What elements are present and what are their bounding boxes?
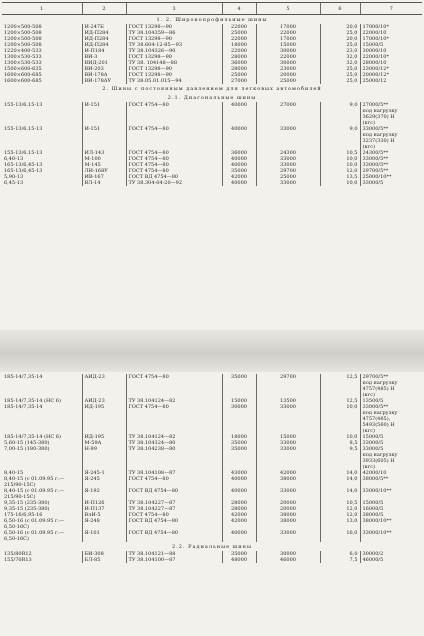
table-cell: ИД-П284: [82, 30, 126, 36]
table-cell: 33000/10**: [360, 488, 422, 500]
table-cell: 33000/5: [360, 180, 422, 186]
table-cell: 38000: [256, 476, 320, 488]
table-cell: ИЛ-143: [82, 150, 126, 156]
table-cell: 135/80R12: [4, 551, 32, 557]
table-cell: 1200×500-508: [4, 30, 42, 36]
table-cell: 29700: [256, 168, 320, 174]
table-cell: 22000: [256, 54, 320, 60]
table-cell: ТУ 38.104238—80: [126, 446, 222, 470]
table-cell: 22000: [222, 24, 256, 30]
table-cell: ТУ 38. 104148—88: [126, 60, 222, 66]
table-cell: 27000: [256, 102, 320, 126]
table-cell: 33000: [256, 162, 320, 168]
table-cell: 17000: [256, 36, 320, 42]
table-cell: 22000: [222, 48, 256, 54]
table-cell: ИД-195: [82, 404, 126, 434]
table-cell: 25000: [256, 78, 320, 84]
table-cell: 28000: [222, 500, 256, 506]
table-cell: ВИД-201: [82, 60, 126, 66]
table-row: [2, 404, 422, 434]
table-cell: 25000: [222, 30, 256, 36]
table-row: [2, 126, 422, 150]
table-cell: 33000/5**: [360, 156, 422, 162]
table-cell: 12,5: [320, 374, 360, 398]
table-row: [2, 446, 422, 470]
table-cell: ИВ-167: [82, 174, 126, 180]
table-cell: ГОСТ 13298—90: [126, 54, 222, 60]
table-cell: 25,0: [320, 78, 360, 84]
table-cell: 155-13/6,15-13: [4, 150, 43, 156]
section-heading: 1. 2. Широкопрофильные шины: [156, 17, 268, 23]
table-cell: 15000: [222, 398, 256, 404]
table-cell: М-100: [82, 156, 126, 162]
table-cell: ТУ 38.104324—80: [126, 440, 222, 446]
table-cell: ВИ-3: [82, 54, 126, 60]
table-cell: Я-245-1: [82, 470, 126, 476]
table-cell: Я-101: [82, 530, 126, 542]
table-cell: 155-13/6,15-13: [4, 126, 43, 132]
table-cell: 40000: [222, 156, 256, 162]
table-cell: 8,40-15: [4, 470, 24, 476]
table-cell: 30000/10: [360, 48, 422, 54]
table-cell: ВЛ-14: [82, 180, 126, 186]
table-cell: 22000/10: [360, 30, 422, 36]
table-cell: 29700: [256, 374, 320, 398]
table-cell: БЛ-85: [82, 557, 126, 563]
table-cell: 33000: [256, 440, 320, 446]
table-cell: 8,5: [320, 440, 360, 446]
table-cell: 35000: [222, 374, 256, 398]
table-cell: 30000: [256, 60, 320, 66]
table-cell: 28000/10: [360, 60, 422, 66]
table-cell: 25000/12: [360, 78, 422, 84]
table-cell: 1200×500-508: [4, 24, 42, 30]
table-cell: 30000: [222, 404, 256, 434]
table-cell: 6,50-16 (с 01.09.95 г.— 6,50-16С): [4, 518, 65, 530]
table-cell: 1200×500-508: [4, 42, 42, 48]
table-cell: 14,0: [320, 488, 360, 500]
table-row: [2, 374, 422, 398]
table-cell: 33000: [256, 126, 320, 150]
table-cell: 9,35-15 (235-380): [4, 500, 50, 506]
table-cell: 12,5: [320, 398, 360, 404]
table-cell: 35000: [222, 446, 256, 470]
table-cell: 42000: [222, 518, 256, 530]
table-cell: 38000: [256, 518, 320, 530]
column-header: 7: [360, 3, 422, 15]
table-cell: 20000: [256, 72, 320, 78]
table-cell: 13500: [256, 398, 320, 404]
table-cell: 33000/10**: [360, 530, 422, 542]
table-cell: 155-13/6,15-13: [4, 102, 43, 108]
table-cell: 29700/5** под нагрузку 4757(485) Н (кгс): [360, 374, 422, 398]
table-cell: 33000: [256, 180, 320, 186]
table-row: [2, 102, 422, 126]
table-cell: 20000/12*: [360, 72, 422, 78]
table-cell: ГОСТ ВД 4754—80: [126, 488, 222, 500]
table-cell: ТУ 38.104100—87: [126, 557, 222, 563]
table-cell: Н-89: [82, 446, 126, 470]
table-cell: ВИ-203: [82, 66, 126, 72]
table-cell: И-П184: [82, 48, 126, 54]
table-cell: 185-14/7,35-14: [4, 404, 43, 410]
table-cell: 28000: [222, 54, 256, 60]
table-cell: ТУ 38.104227—87: [126, 500, 222, 506]
table-cell: 42000/10: [360, 470, 422, 476]
table-cell: 38000/10**: [360, 518, 422, 530]
table-cell: 13500/5: [360, 398, 422, 404]
table-cell: ГОСТ 4754—80: [126, 102, 222, 126]
table-cell: 1300×530-533: [4, 60, 42, 66]
table-cell: ГОСТ 13298—90: [126, 66, 222, 72]
table-cell: 8,40-15 (с 01.09.95 г.— 215/90-15С): [4, 488, 65, 500]
table-cell: ВИ-178АУ: [82, 78, 126, 84]
section-heading: 2.1. Диагональные шины: [167, 95, 257, 101]
table-cell: ГОСТ 4754—80: [126, 512, 222, 518]
table-cell: 17000: [256, 24, 320, 30]
table-cell: М-145: [82, 162, 126, 168]
table-cell: 10,0: [320, 180, 360, 186]
tire-table-lower: [2, 374, 422, 563]
table-cell: ГОСТ 13298—90: [126, 24, 222, 30]
table-cell: 43000: [222, 470, 256, 476]
column-header: 3: [126, 3, 222, 15]
table-cell: 27000/5** под нагрузку 3629(370) Н (кгс): [360, 102, 422, 126]
table-cell: 175-16/6,95-16: [4, 512, 43, 518]
table-cell: 25000: [222, 72, 256, 78]
table-cell: 35000: [222, 551, 256, 557]
table-cell: 5,60-15 (145-380): [4, 440, 50, 446]
table-cell: ЛИ-168У: [82, 168, 126, 174]
table-cell: 14,0: [320, 476, 360, 488]
table-cell: ИД-П284: [82, 42, 126, 48]
table-cell: 33000: [256, 488, 320, 500]
table-cell: 17000/10*: [360, 24, 422, 30]
table-body-upper: [2, 15, 422, 187]
table-cell: 33000/5** под нагрузку 3237(330) Н (кгс): [360, 126, 422, 150]
table-cell: 30000: [256, 551, 320, 557]
table-cell: 13,5: [320, 174, 360, 180]
table-cell: 15000/5: [360, 434, 422, 440]
table-cell: 1220×400-533: [4, 48, 42, 54]
table-cell: 10,0: [320, 162, 360, 168]
table-cell: 6,40-13: [4, 156, 24, 162]
table-cell: 35000: [222, 168, 256, 174]
table-cell: ТУ 38.104108—87: [126, 470, 222, 476]
table-cell: 6,0: [320, 551, 360, 557]
table-cell: 1300×530-533: [4, 54, 42, 60]
table-cell: 6,50-16 (с 01.09.95 г.— 6,50-16С): [4, 530, 65, 542]
table-cell: ТУ 38.104121—88: [126, 551, 222, 557]
table-cell: 12,0: [320, 168, 360, 174]
table-cell: 15000: [256, 42, 320, 48]
table-cell: 1500×600-635: [4, 66, 42, 72]
table-header-row: [2, 3, 422, 15]
table-cell: ТУ 38.05.01.015—94: [126, 78, 222, 84]
table-cell: 25000/10**: [360, 174, 422, 180]
table-cell: 7,5: [320, 557, 360, 563]
table-cell: ГОСТ 4754—80: [126, 476, 222, 488]
table-cell: И-П137: [82, 506, 126, 512]
table-cell: ГОСТ 4754—80: [126, 126, 222, 150]
table-cell: 22000: [256, 30, 320, 36]
table-cell: 28000: [222, 66, 256, 72]
section-heading-row: [2, 84, 422, 93]
table-cell: 33000/5** под нагрузку 4757(485), 5493(560) Н (кгс): [360, 404, 422, 434]
table-cell: 48000: [222, 557, 256, 563]
table-cell: 40000: [222, 476, 256, 488]
table-cell: 46000/5: [360, 557, 422, 563]
table-cell: Я-248: [82, 518, 126, 530]
table-cell: ГОСТ 4754—80: [126, 404, 222, 434]
table-cell: 38000: [256, 512, 320, 518]
table-cell: 35000: [222, 440, 256, 446]
table-cell: 33000: [256, 530, 320, 542]
table-cell: 32,0: [320, 60, 360, 66]
table-cell: ГОСТ 13298—90: [126, 72, 222, 78]
table-cell: 17000/10*: [360, 36, 422, 42]
table-cell: 5,90-13: [4, 174, 24, 180]
table-cell: 165-13/6,45-13: [4, 168, 43, 174]
column-header: 4: [222, 3, 256, 15]
table-cell: 33000: [256, 404, 320, 434]
table-cell: ТУ 38.104359—86: [126, 30, 222, 36]
table-row: [2, 518, 422, 530]
table-lower-part: [2, 374, 422, 636]
table-cell: ГОСТ 4754—80: [126, 162, 222, 168]
column-header: 2: [82, 3, 126, 15]
table-cell: 22000/10*: [360, 54, 422, 60]
table-cell: 10,5: [320, 150, 360, 156]
column-header: 1: [2, 3, 82, 15]
table-cell: ГОСТ ВД 4754—80: [126, 530, 222, 542]
table-cell: ГОСТ 4754—80: [126, 156, 222, 162]
table-cell: ИД-195: [82, 434, 126, 440]
table-cell: 25000: [256, 174, 320, 180]
table-cell: 25,0: [320, 30, 360, 36]
table-cell: 28000: [222, 506, 256, 512]
table-cell: 18000: [222, 434, 256, 440]
table-cell: М-59А: [82, 440, 126, 446]
table-upper-part: [2, 2, 422, 328]
table-cell: 25,0: [320, 66, 360, 72]
table-cell: ТУ 38.104326—90: [126, 48, 222, 54]
table-cell: ГОСТ 4754—80: [126, 150, 222, 156]
table-cell: ГОСТ 13298—90: [126, 36, 222, 42]
table-cell: 30000: [256, 48, 320, 54]
table-cell: 24300/5**: [360, 150, 422, 156]
table-cell: 29700/5**: [360, 168, 422, 174]
table-row: [2, 488, 422, 500]
table-cell: ГОСТ 4754—80: [126, 168, 222, 174]
tire-table-upper: [2, 2, 422, 186]
table-cell: ГОСТ 4754—80: [126, 374, 222, 398]
table-cell: 30000/2: [360, 551, 422, 557]
table-cell: Я-245: [82, 476, 126, 488]
table-cell: 20,0: [320, 24, 360, 30]
table-cell: Я-192: [82, 488, 126, 500]
table-cell: И-247Б: [82, 24, 126, 30]
table-cell: ТУ 38.104124—82: [126, 434, 222, 440]
table-cell: 40000: [222, 488, 256, 500]
table-cell: 20000: [256, 500, 320, 506]
table-cell: АИД-23: [82, 398, 126, 404]
table-cell: 10,0: [320, 404, 360, 434]
table-cell: И-151: [82, 102, 126, 126]
section-heading-row: [2, 542, 422, 551]
table-cell: 16000/5: [360, 506, 422, 512]
table-row: [2, 180, 422, 186]
table-cell: 33000/5**: [360, 162, 422, 168]
section-heading-row: [2, 15, 422, 25]
table-cell: 40000: [222, 530, 256, 542]
table-cell: 32,0: [320, 54, 360, 60]
table-cell: 9,35-15 (235-380): [4, 506, 50, 512]
section-heading-row: [2, 93, 422, 102]
table-cell: 33000/5: [360, 440, 422, 446]
table-cell: 42000: [222, 512, 256, 518]
column-header: 6: [320, 3, 360, 15]
table-cell: 40000: [222, 126, 256, 150]
table-cell: 13,0: [320, 518, 360, 530]
table-cell: 15000/5: [360, 42, 422, 48]
table-cell: 33000: [256, 446, 320, 470]
table-cell: 185-14/7,35-14: [4, 374, 43, 380]
table-cell: 25,0: [320, 42, 360, 48]
table-cell: ТУ 38.104124—82: [126, 398, 222, 404]
table-cell: 155/70R13: [4, 557, 32, 563]
section-heading: 2.2. Радиальные шины: [172, 544, 252, 550]
table-cell: 9,0: [320, 102, 360, 126]
table-cell: 36000: [222, 60, 256, 66]
table-cell: БИ-308: [82, 551, 126, 557]
table-cell: 9,5: [320, 446, 360, 470]
table-cell: 40000: [222, 102, 256, 126]
table-cell: 10,5: [320, 500, 360, 506]
table-cell: 12,0: [320, 506, 360, 512]
table-cell: 15000/5: [360, 500, 422, 506]
table-cell: И-П126: [82, 500, 126, 506]
table-cell: 40000: [222, 180, 256, 186]
table-cell: 24300: [256, 150, 320, 156]
table-cell: 1600×600-685: [4, 72, 42, 78]
table-cell: ТУ 38.104227—87: [126, 506, 222, 512]
table-cell: 38000/5: [360, 512, 422, 518]
table-cell: ТУ 38.304-04-20—92: [126, 180, 222, 186]
table-cell: 10,0: [320, 434, 360, 440]
table-cell: 20000: [256, 506, 320, 512]
table-cell: ТУ 38.604-12-85—93: [126, 42, 222, 48]
table-cell: 185-14/7,35-14 (НС 6): [4, 434, 61, 440]
table-cell: ГОСТ ВД 4754—80: [126, 518, 222, 530]
table-body-lower: [2, 374, 422, 563]
table-cell: 16,0: [320, 530, 360, 542]
table-cell: 14,0: [320, 470, 360, 476]
table-cell: 36000: [222, 150, 256, 156]
column-header: 5: [256, 3, 320, 15]
table-cell: 8,40-15 (с 01.09.95 г.— 215/90-15С): [4, 476, 65, 488]
table-cell: 42000: [222, 174, 256, 180]
section-heading: 2. Шины с постоянным давлением для легковых автомобилей: [102, 86, 322, 92]
table-cell: 38000/5**: [360, 476, 422, 488]
table-cell: 22000: [222, 36, 256, 42]
table-cell: 27000: [222, 78, 256, 84]
table-cell: АИД-23: [82, 374, 126, 398]
table-cell: 1600×600-685: [4, 78, 42, 84]
table-cell: И-151: [82, 126, 126, 150]
table-cell: ВИ-178А: [82, 72, 126, 78]
table-cell: ИД-П284: [82, 36, 126, 42]
page-fold-gap: [0, 330, 424, 372]
table-cell: 23000: [256, 66, 320, 72]
table-cell: 33000/5 под нагрузку 3933(605) Н (кгс): [360, 446, 422, 470]
table-row: [2, 530, 422, 542]
table-cell: ГОСТ ВД 4754—80: [126, 174, 222, 180]
table-cell: 12,0: [320, 512, 360, 518]
table-row: [2, 476, 422, 488]
table-cell: 40000: [222, 162, 256, 168]
table-cell: 23,0: [320, 48, 360, 54]
table-cell: 10,0: [320, 156, 360, 162]
table-cell: 6,45-13: [4, 180, 24, 186]
table-row: [2, 557, 422, 563]
table-cell: 1200×500-508: [4, 36, 42, 42]
table-cell: 20,0: [320, 36, 360, 42]
table-cell: 46000: [256, 557, 320, 563]
table-cell: 25,0: [320, 72, 360, 78]
table-cell: 23000/12*: [360, 66, 422, 72]
table-cell: 15000: [256, 434, 320, 440]
table-cell: ВлИ-5: [82, 512, 126, 518]
table-cell: 7,00-15 (180-380): [4, 446, 50, 452]
table-cell: 165-13/6,45-13: [4, 162, 43, 168]
table-cell: 42000: [256, 470, 320, 476]
table-cell: 9,0: [320, 126, 360, 150]
table-cell: 33000: [256, 156, 320, 162]
table-cell: 185-14/7,35-14 (НС 6): [4, 398, 61, 404]
table-cell: 18000: [222, 42, 256, 48]
